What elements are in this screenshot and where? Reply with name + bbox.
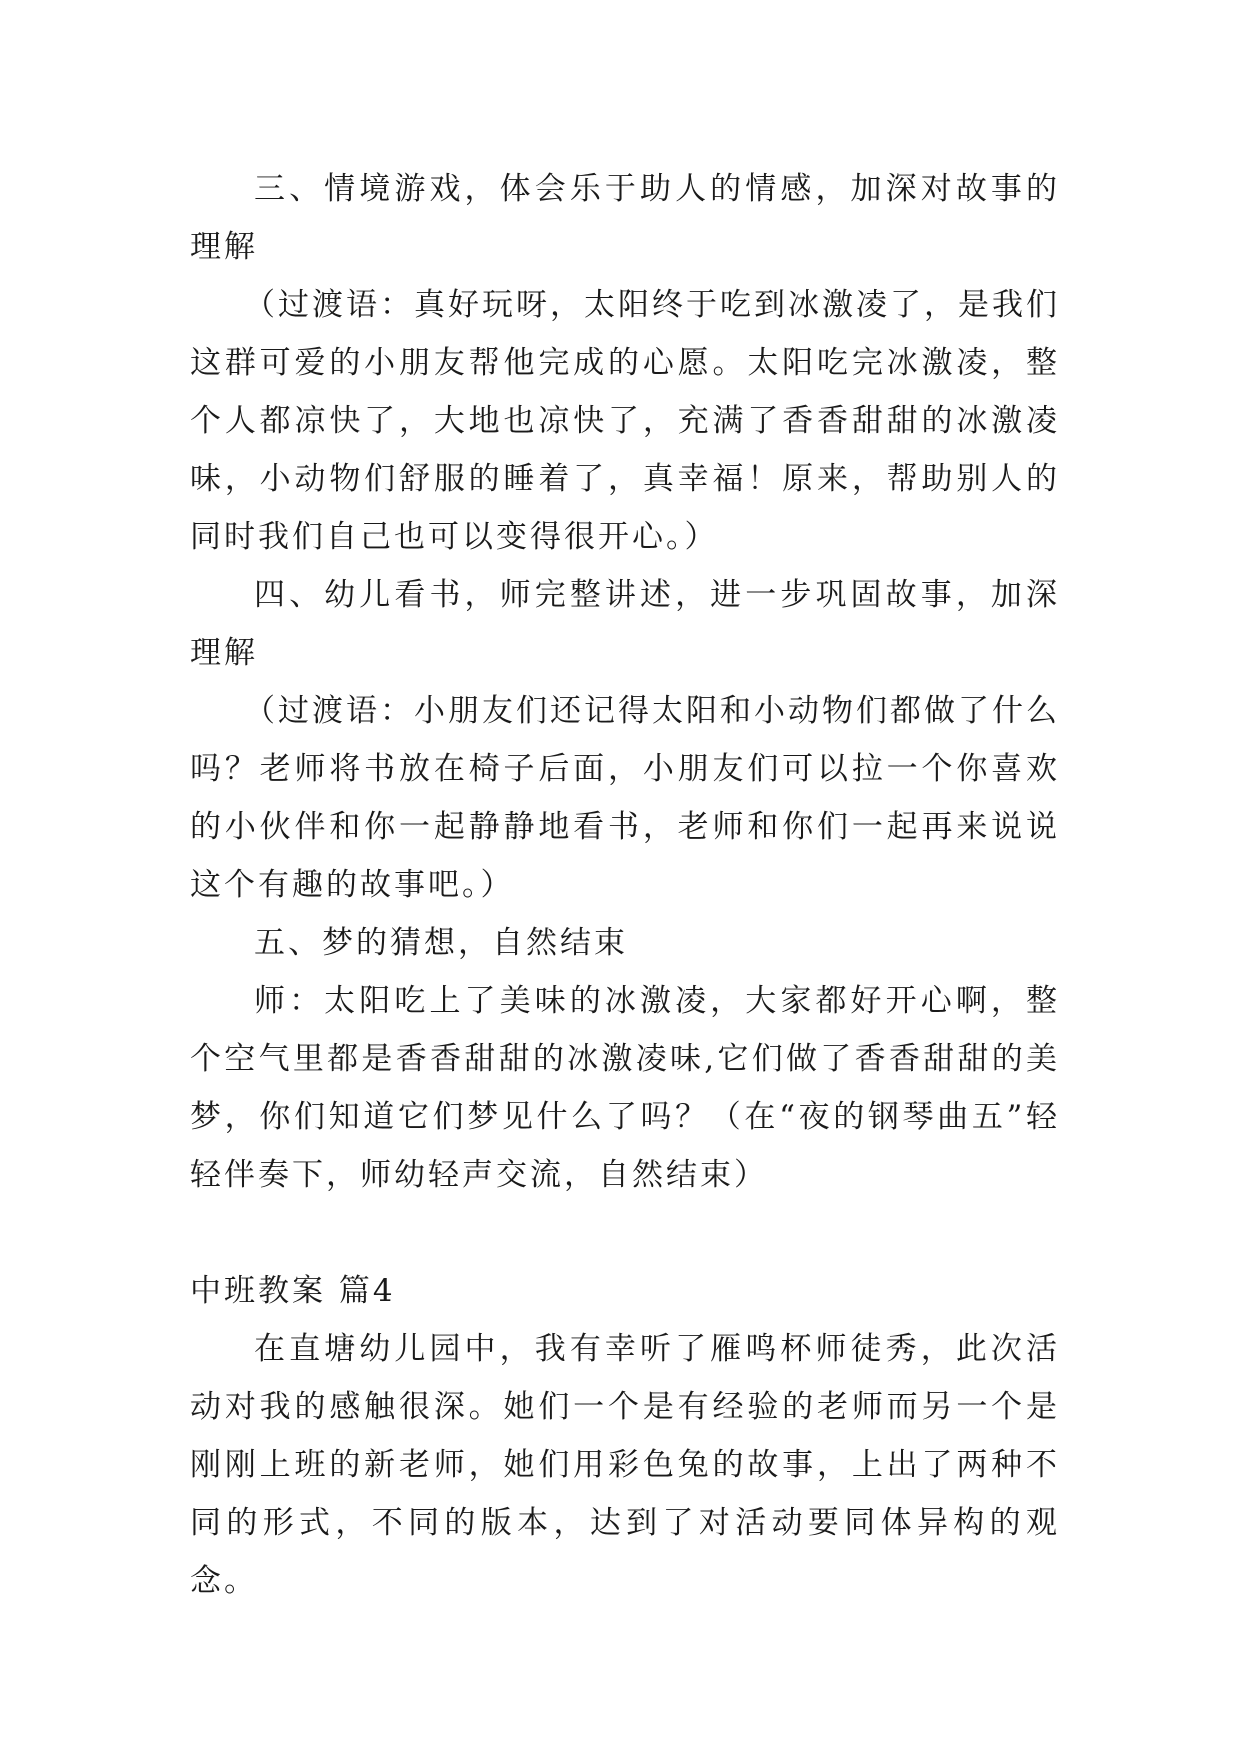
section-title: 中班教案 篇4 [190, 1273, 396, 1309]
paragraph-step-five: 五、梦的猜想，自然结束 [254, 925, 628, 961]
paragraph-teacher-speech: 师：太阳吃上了美味的冰激凌，大家都好开心啊，整个空气里都是香香甜甜的冰激凌味,它们做了香香甜甜的美梦，你们知道它们梦见什么了吗？（在“夜的钢琴曲五”轻轻伴奏下，师幼轻声交流，自然结束） [190, 983, 1060, 1193]
paragraph-step-four: 四、幼儿看书，师完整讲述，进一步巩固故事，加深理解 [190, 577, 1060, 671]
paragraph-reflection: 在直塘幼儿园中，我有幸听了雁鸣杯师徒秀，此次活动对我的感触很深。她们一个是有经验的老师而另一个是刚刚上班的新老师，她们用彩色兔的故事，上出了两种不同的形式，不同的版本，达到了对活动要同体异构的观念。 [190, 1331, 1060, 1599]
document-body [190, 160, 1060, 1610]
paragraph-step-three: 三、情境游戏，体会乐于助人的情感，加深对故事的理解 [190, 171, 1060, 265]
paragraph-transition-one: （过渡语：真好玩呀，太阳终于吃到冰激凌了，是我们这群可爱的小朋友帮他完成的心愿。太阳吃完冰激凌，整个人都凉快了，大地也凉快了，充满了香香甜甜的冰激凌味，小动物们舒服的睡着了，真幸福！原来，帮助别人的同时我们自己也可以变得很开心。） [190, 287, 1060, 555]
paragraph-transition-two: （过渡语：小朋友们还记得太阳和小动物们都做了什么吗？老师将书放在椅子后面，小朋友们可以拉一个你喜欢的小伙伴和你一起静静地看书，老师和你们一起再来说说这个有趣的故事吧。） [190, 693, 1060, 903]
